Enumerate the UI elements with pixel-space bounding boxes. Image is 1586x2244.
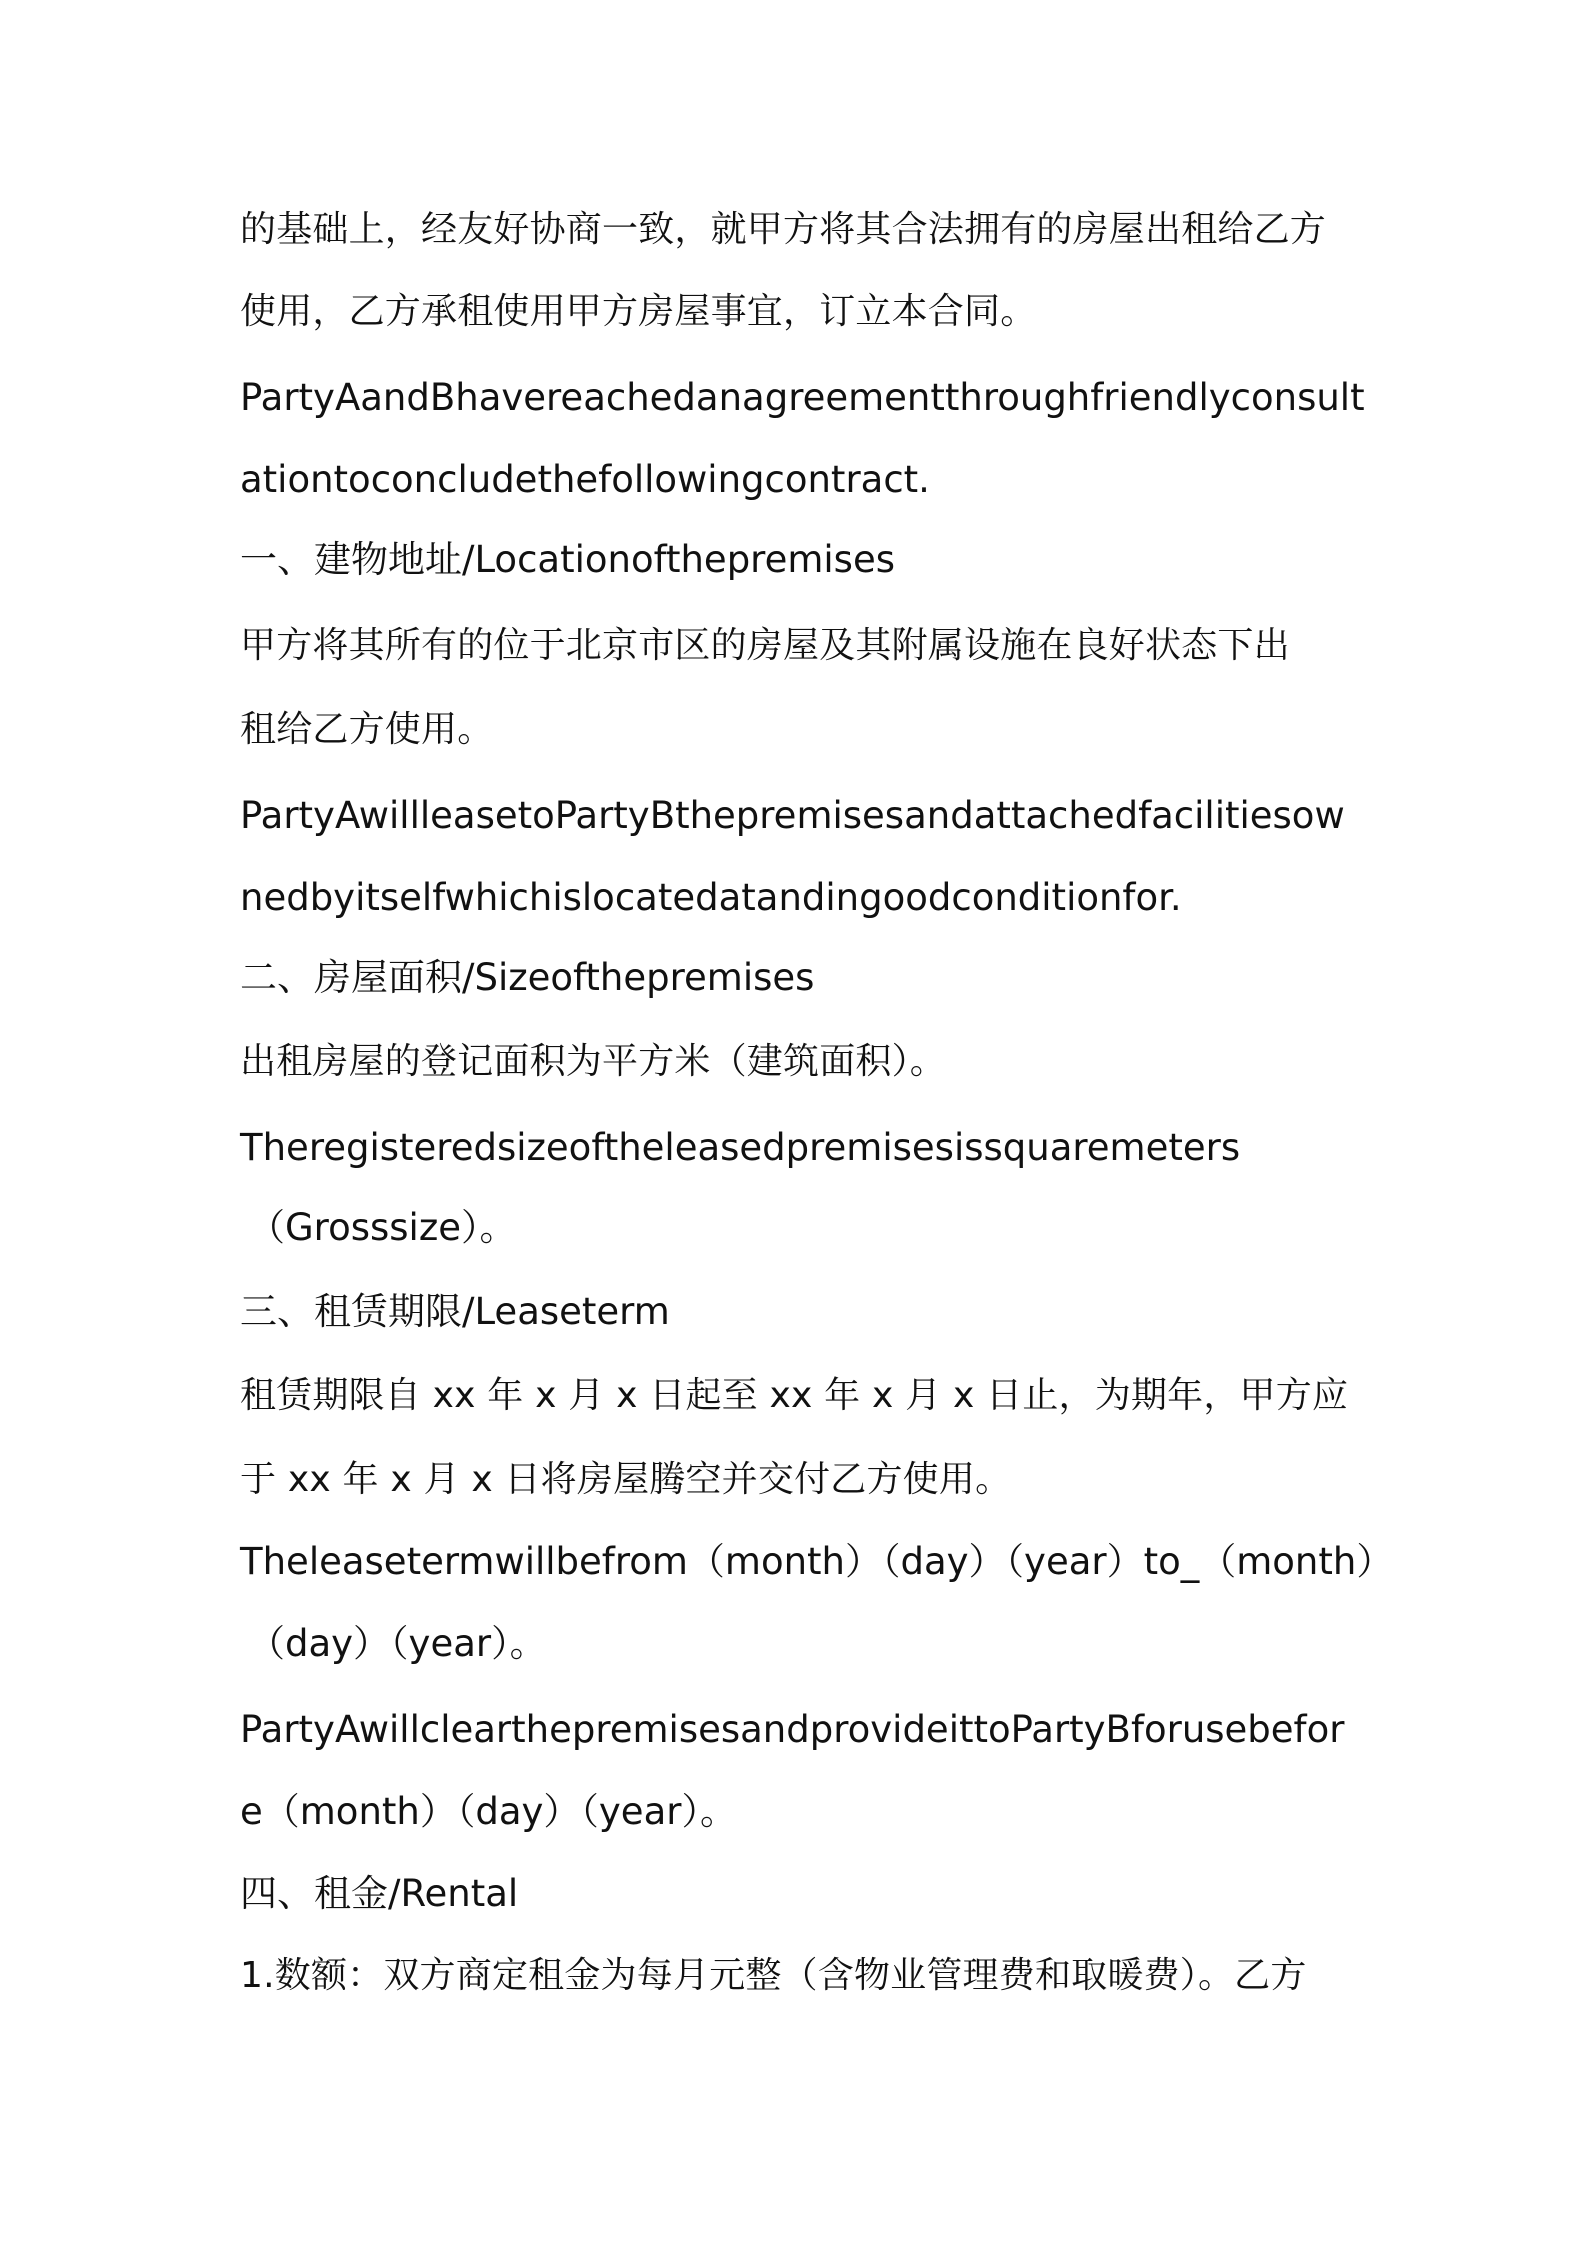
paragraph-line: 的基础上，经友好协商一致，就甲方将其合法拥有的房屋出租给乙方 [240,209,1327,250]
paragraph-line: Theleasetermwillbefrom（month）（day）（year）to_（month） [240,1540,1394,1583]
paragraph-line: 于 xx 年 x 月 x 日将房屋腾空并交付乙方使用。 [240,1459,1012,1500]
paragraph-line: 出租房屋的登记面积为平方米（建筑面积）。 [240,1041,947,1082]
paragraph-line: 租给乙方使用。 [240,709,494,750]
paragraph-line: 租赁期限自 xx 年 x 月 x 日起至 xx 年 x 月 x 日止，为期年，甲方应 [240,1375,1349,1416]
paragraph-line: Theregisteredsizeoftheleasedpremisesissquaremeters [240,1126,1241,1169]
section-heading-rental: 四、租金/Rental [240,1872,519,1915]
paragraph-line: 使用，乙方承租使用甲方房屋事宜，订立本合同。 [240,291,1037,332]
paragraph-line: e（month）（day）（year）。 [240,1790,737,1833]
paragraph-line: PartyAwillleasetoPartyBthepremisesandattachedfacilitiesow [240,794,1345,837]
section-heading-size: 二、房屋面积/Sizeofthepremises [240,956,815,999]
section-heading-lease-term: 三、租赁期限/Leaseterm [240,1290,670,1333]
section-heading-location: 一、建物地址/Locationofthepremises [240,538,895,581]
paragraph-line: （day）（year）。 [248,1622,547,1665]
paragraph-line: nedbyitselfwhichislocatedatandingoodconditionfor. [240,876,1182,919]
paragraph-line: PartyAwillclearthepremisesandprovideittoPartyBforusebefor [240,1708,1345,1751]
paragraph-line: （Grosssize）。 [248,1206,517,1249]
paragraph-line: 1.数额：双方商定租金为每月元整（含物业管理费和取暖费）。乙方 [240,1955,1307,1996]
paragraph-line: ationtoconcludethefollowingcontract. [240,458,930,501]
paragraph-line: PartyAandBhavereachedanagreementthroughfriendlyconsult [240,376,1365,419]
paragraph-line: 甲方将其所有的位于北京市区的房屋及其附属设施在良好状态下出 [240,625,1290,666]
